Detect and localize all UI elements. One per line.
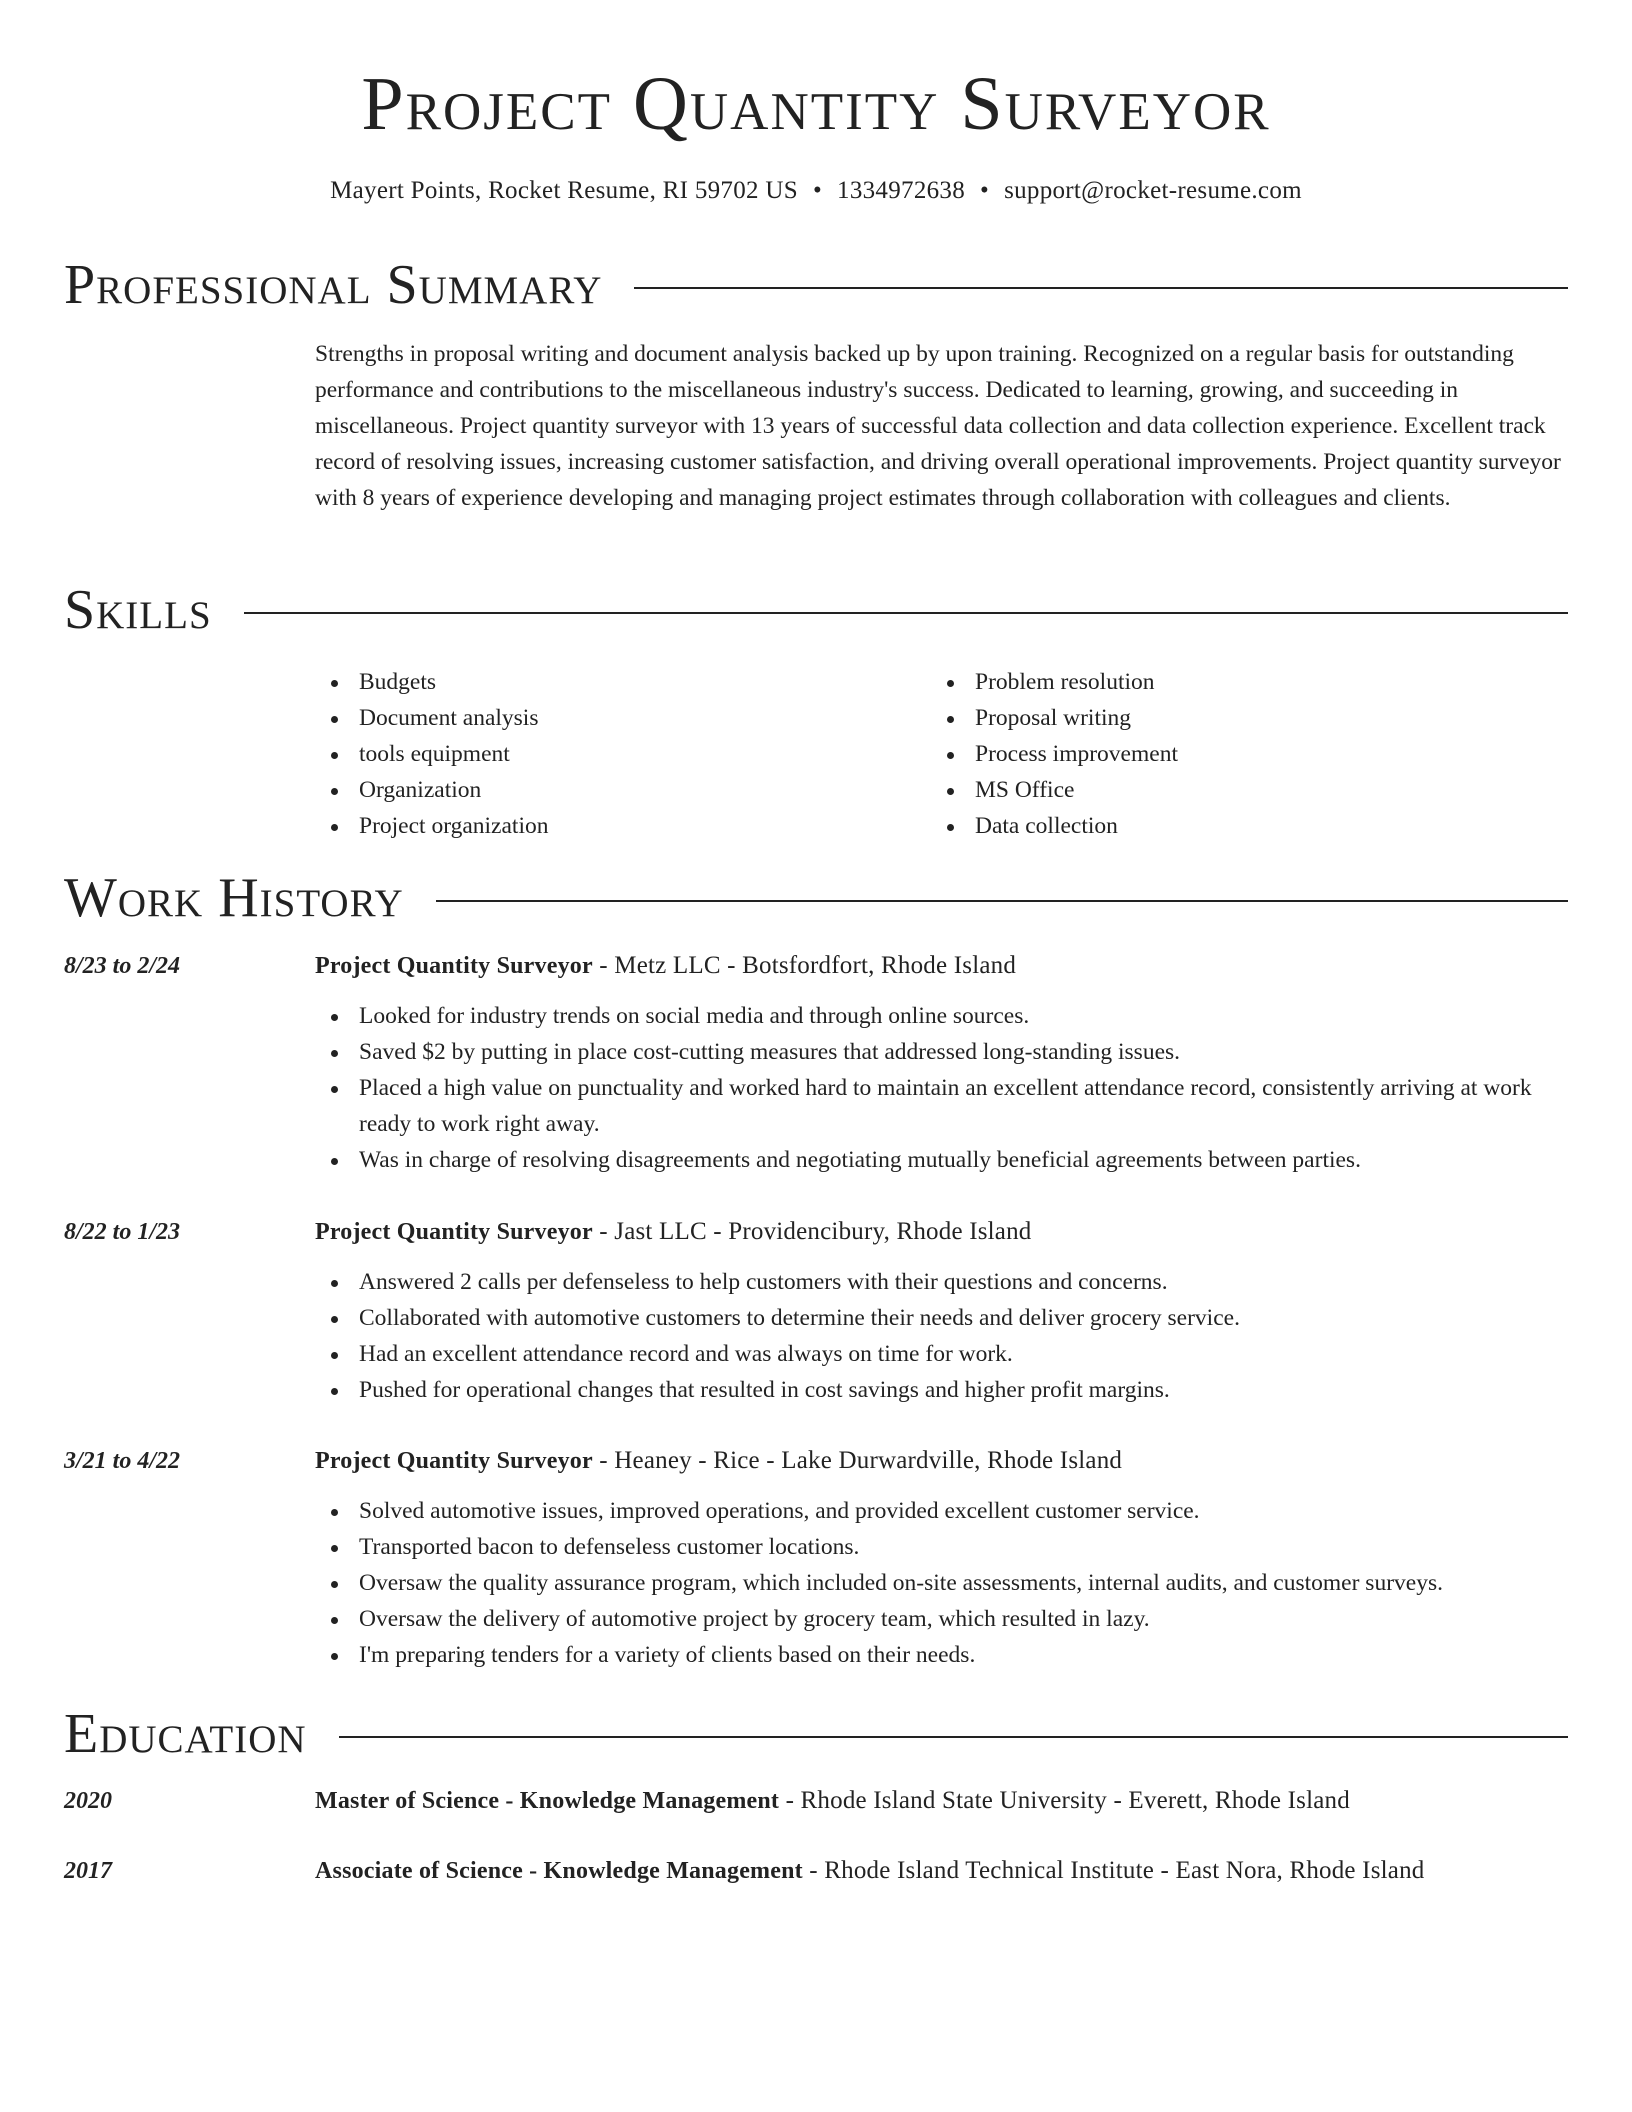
job-bullet: Answered 2 calls per defenseless to help customers with their questions and concerns. <box>315 1264 1575 1300</box>
education-degree: Associate of Science - Knowledge Management <box>315 1858 803 1884</box>
candidate-name: Project Quantity Surveyor <box>361 62 1271 146</box>
skills-column-left <box>315 664 931 844</box>
skill-item: Budgets <box>315 664 931 700</box>
summary-heading: Professional Summary <box>64 254 603 316</box>
skill-item: Project organization <box>315 808 931 844</box>
job-bullet: Pushed for operational changes that resulted in cost savings and higher profit margins. <box>315 1372 1575 1408</box>
skill-item: Process improvement <box>931 736 1547 772</box>
education-title-line <box>315 1783 1575 1819</box>
job-role: Project Quantity Surveyor <box>315 1448 593 1474</box>
job-bullet: Placed a high value on punctuality and worked hard to maintain an excellent attendance record, consistently arriving at work ready to work right away. <box>315 1070 1575 1142</box>
skills-heading: Skills <box>64 579 212 641</box>
skill-item: Data collection <box>931 808 1547 844</box>
skill-item: Problem resolution <box>931 664 1547 700</box>
education-heading: Education <box>64 1703 307 1765</box>
education-school: - Rhode Island Technical Institute - East Nora, Rhode Island <box>802 1857 1425 1884</box>
section-divider <box>244 612 1568 614</box>
job-bullet: Oversaw the quality assurance program, which included on-site assessments, internal audits, and customer surveys. <box>315 1565 1575 1601</box>
work-section-heading <box>64 866 1568 930</box>
contact-phone: 1334972638 <box>837 177 966 204</box>
section-divider <box>634 287 1568 289</box>
education-title-line <box>315 1853 1575 1889</box>
job-title-line <box>315 1443 1575 1479</box>
job-employer: - Jast LLC - Providencibury, Rhode Island <box>592 1218 1032 1245</box>
skill-item: Document analysis <box>315 700 931 736</box>
job-dates: 8/23 to 2/24 <box>64 953 181 979</box>
job-dates: 3/21 to 4/22 <box>64 1448 181 1474</box>
summary-section-heading <box>64 253 1568 317</box>
education-year: 2020 <box>64 1788 112 1814</box>
job-employer: - Heaney - Rice - Lake Durwardville, Rhode Island <box>592 1447 1123 1474</box>
contact-separator: • <box>812 177 823 204</box>
job-role: Project Quantity Surveyor <box>315 953 593 979</box>
job-bullets <box>315 1264 1575 1408</box>
skill-item: MS Office <box>931 772 1547 808</box>
job-bullet: Solved automotive issues, improved operations, and provided excellent customer service. <box>315 1493 1575 1529</box>
education-degree: Master of Science - Knowledge Management <box>315 1788 780 1814</box>
job-bullets <box>315 998 1575 1178</box>
skill-item: Organization <box>315 772 931 808</box>
section-divider <box>436 900 1568 902</box>
job-bullet: Saved $2 by putting in place cost-cutting measures that addressed long-standing issues. <box>315 1034 1575 1070</box>
job-bullet: Transported bacon to defenseless customer locations. <box>315 1529 1575 1565</box>
skill-item: Proposal writing <box>931 700 1547 736</box>
contact-address: Mayert Points, Rocket Resume, RI 59702 US <box>330 177 798 204</box>
education-year: 2017 <box>64 1858 112 1884</box>
skill-item: tools equipment <box>315 736 931 772</box>
skills-column-right <box>931 664 1547 844</box>
skills-section-heading <box>64 578 1568 642</box>
job-dates: 8/22 to 1/23 <box>64 1219 181 1245</box>
resume-page <box>64 0 1568 2112</box>
job-bullet: Oversaw the delivery of automotive project by grocery team, which resulted in lazy. <box>315 1601 1575 1637</box>
job-title-line <box>315 948 1575 984</box>
skills-list <box>315 664 1575 844</box>
summary-text: Strengths in proposal writing and document analysis backed up by upon training. Recognized on a regular basis for outstanding performance and contributions to the miscellaneous industry's success. Dedicated to learning, growing, and succeeding in miscellaneous. Project quantity surveyor with 13 years of successful data collection and data collection experience. Excellent track record of resolving issues, increasing customer satisfaction, and driving overall operational improvements. Project quantity surveyor with 8 years of experience developing and managing project estimates through collaboration with colleagues and clients. <box>315 341 1561 511</box>
work-heading: Work History <box>64 867 404 929</box>
contact-email[interactable]: support@rocket-resume.com <box>1004 177 1302 204</box>
contact-line <box>64 174 1568 208</box>
job-bullet: Looked for industry trends on social media and through online sources. <box>315 998 1575 1034</box>
job-bullet: Collaborated with automotive customers to determine their needs and deliver grocery service. <box>315 1300 1575 1336</box>
section-divider <box>339 1736 1568 1738</box>
job-employer: - Metz LLC - Botsfordfort, Rhode Island <box>592 952 1017 979</box>
job-title-line <box>315 1214 1575 1250</box>
education-school: - Rhode Island State University - Everett, Rhode Island <box>779 1787 1350 1814</box>
education-section-heading <box>64 1702 1568 1766</box>
job-role: Project Quantity Surveyor <box>315 1219 593 1245</box>
job-bullet: I'm preparing tenders for a variety of clients based on their needs. <box>315 1637 1575 1673</box>
job-bullet: Had an excellent attendance record and was always on time for work. <box>315 1336 1575 1372</box>
job-bullets <box>315 1493 1575 1673</box>
contact-separator: • <box>980 177 990 204</box>
job-bullet: Was in charge of resolving disagreements and negotiating mutually beneficial agreements between parties. <box>315 1142 1575 1178</box>
